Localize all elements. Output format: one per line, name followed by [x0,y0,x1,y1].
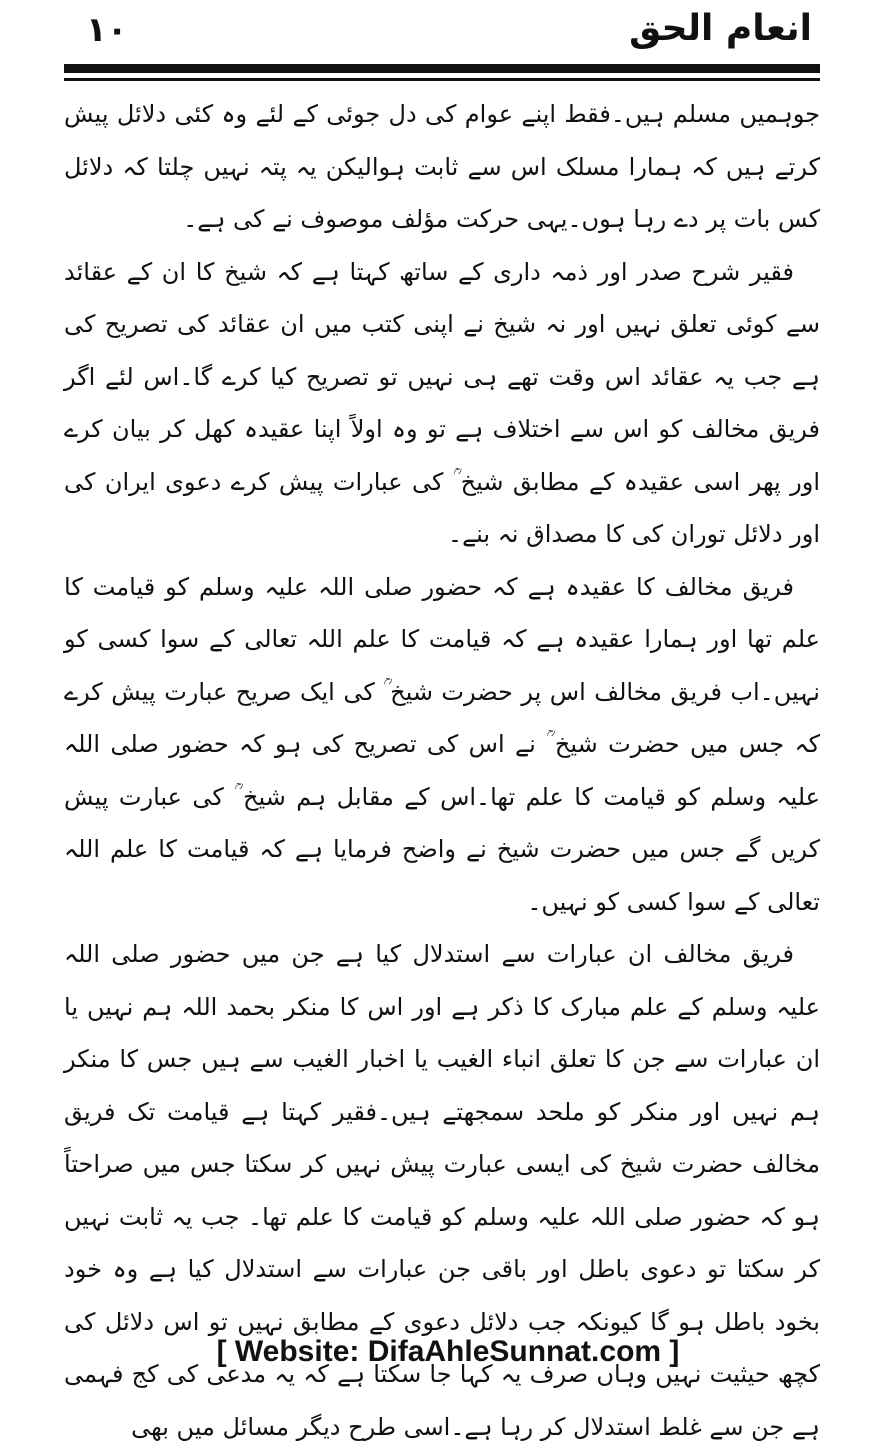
paragraph-4: فریق مخالف ان عبارات سے استدلال کیا ہے جن میں حضور صلی اللہ علیہ وسلم کے علم مبارک کا ذکر ہے اور اس کا منکر بحمد اللہ ہم نہیں یا ان عبارات سے جن کا تعلق انباء الغیب یا اخبار الغیب سے ہیں جس کا منکر ہم نہیں اور منکر کو ملحد سمجھتے ہیں۔فقیر کہتا ہے قیامت تک فریق مخالف حضرت شیخ کی ایسی عبارت پیش نہیں کر سکتا جس میں صراحتاً ہو کہ حضور صلی اللہ علیہ وسلم کو قیامت کا علم تھا۔ جب یہ ثابت نہیں کر سکتا تو دعوی باطل اور باقی جن عبارات سے استدلال کیا ہے وہ خود بخود باطل ہو گا کیونکہ جب دلائل دعوی کے مطابق نہیں تو اس دلائل کی کچھ حیثیت نہیں وہاں صرف یہ کہا جا سکتا ہے کہ یہ مدعی کی کج فہمی ہے جن سے غلط استدلال کر رہا ہے۔اسی طرح دیگر مسائل میں بھی [64,940,820,1441]
book-title: انعام الحق [629,8,812,49]
website-footer: [ Website: DifaAhleSunnat.com ] [216,1335,680,1368]
paragraph-3: فریق مخالف کا عقیدہ ہے کہ حضور صلی اللہ علیہ وسلم کو قیامت کا علم تھا اور ہمارا عقیدہ ہے کہ قیامت کا علم اللہ تعالی کے سوا کسی کو نہیں۔اب فریق مخالف اس پر حضرت شیخ ؒ کی ایک صریح عبارت پیش کرے کہ جس میں حضرت شیخ ؒ نے اس کی تصریح کی ہو کہ حضور صلی اللہ علیہ وسلم کو قیامت کا علم تھا۔اس کے مقابل ہم شیخ ؒ کی عبارت پیش کریں گے جس میں حضرت شیخ نے واضح فرمایا ہے کہ قیامت کا علم اللہ تعالی کے سوا کسی کو نہیں۔ [64,572,820,916]
paragraph-2: فقیر شرح صدر اور ذمہ داری کے ساتھ کہتا ہے کہ شیخ کا ان کے عقائد سے کوئی تعلق نہیں اور نہ شیخ نے اپنی کتب میں ان عقائد کی تصریح کی ہے جب یہ عقائد اس وقت تھے ہی نہیں تو تصریح کیا کرے گا۔اس لئے اگر فریق مخالف کو اس سے اختلاف ہے تو وہ اولاً اپنا عقیدہ کھل کر بیان کرے اور پھر اسی عقیدہ کے مطابق شیخ ؒ کی عبارات پیش کرے دعوی ایران کی اور دلائل توران کی کا مصداق نہ بنے۔ [64,257,820,548]
page-header [64,0,820,60]
body-text [64,88,820,1453]
header-divider-thick [64,64,820,73]
page-number: ۱۰ [86,10,128,50]
header-divider-thin [64,78,820,81]
paragraph-1: جوہمیں مسلم ہیں۔فقط اپنے عوام کی دل جوئی کے لئے وہ کئی دلائل پیش کرتے ہیں کہ ہمارا مسلک اس سے ثابت ہوالیکن یہ پتہ نہیں چلتا کہ دلائل کس بات پر دے رہا ہوں۔یہی حرکت مؤلف موصوف نے کی ہے۔ [64,100,820,233]
